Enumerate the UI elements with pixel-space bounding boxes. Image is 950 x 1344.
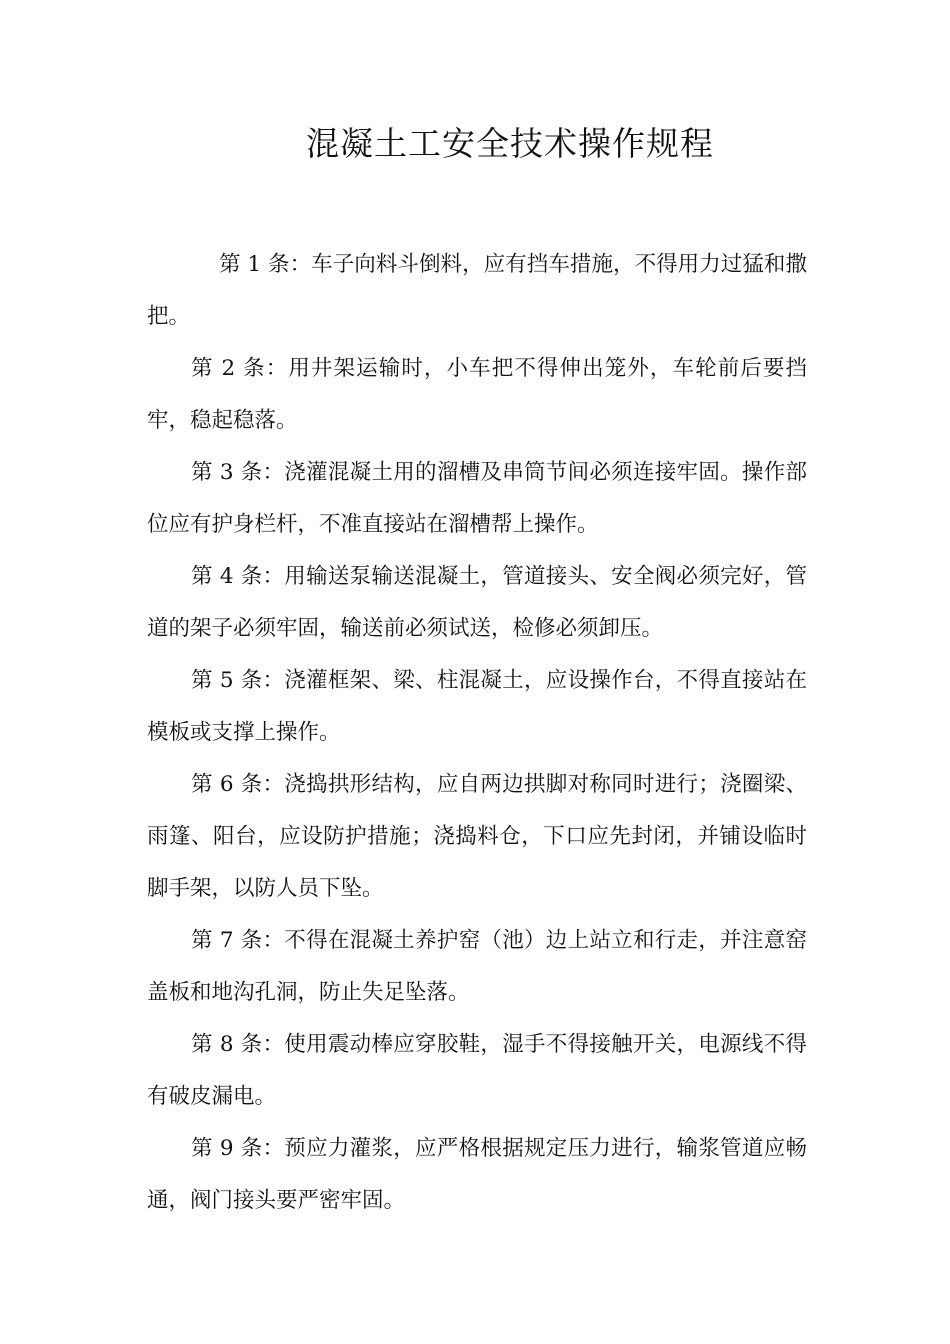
clause-6: 第 6 条：浇捣拱形结构，应自两边拱脚对称同时进行；浇圈梁、雨篷、阳台，应设防护措施；浇捣料仓，下口应先封闭，并铺设临时脚手架，以防人员下坠。	[147, 772, 807, 901]
clause-4: 第 4 条：用输送泵输送混凝土，管道接头、安全阀必须完好，管道的架子必须牢固，输送前必须试送，检修必须卸压。	[147, 564, 807, 641]
clause-5: 第 5 条：浇灌框架、梁、柱混凝土，应设操作台，不得直接站在模板或支撑上操作。	[147, 668, 807, 745]
clause-7: 第 7 条：不得在混凝土养护窑（池）边上站立和行走，并注意窑盖板和地沟孔洞，防止失足坠落。	[147, 928, 807, 1005]
clause-9: 第 9 条：预应力灌浆，应严格根据规定压力进行，输浆管道应畅通，阀门接头要严密牢固。	[147, 1136, 807, 1213]
document-title: 混凝土工安全技术操作规程	[306, 124, 714, 163]
clause-8: 第 8 条：使用震动棒应穿胶鞋，湿手不得接触开关，电源线不得有破皮漏电。	[147, 1032, 807, 1109]
clause-3: 第 3 条：浇灌混凝土用的溜槽及串筒节间必须连接牢固。操作部位应有护身栏杆，不准直接站在溜槽帮上操作。	[147, 460, 807, 537]
clause-1: 第 1 条：车子向料斗倒料，应有挡车措施，不得用力过猛和撒把。	[147, 252, 807, 329]
document-body	[147, 239, 807, 1227]
clause-2: 第 2 条：用井架运输时，小车把不得伸出笼外，车轮前后要挡牢，稳起稳落。	[147, 356, 807, 433]
